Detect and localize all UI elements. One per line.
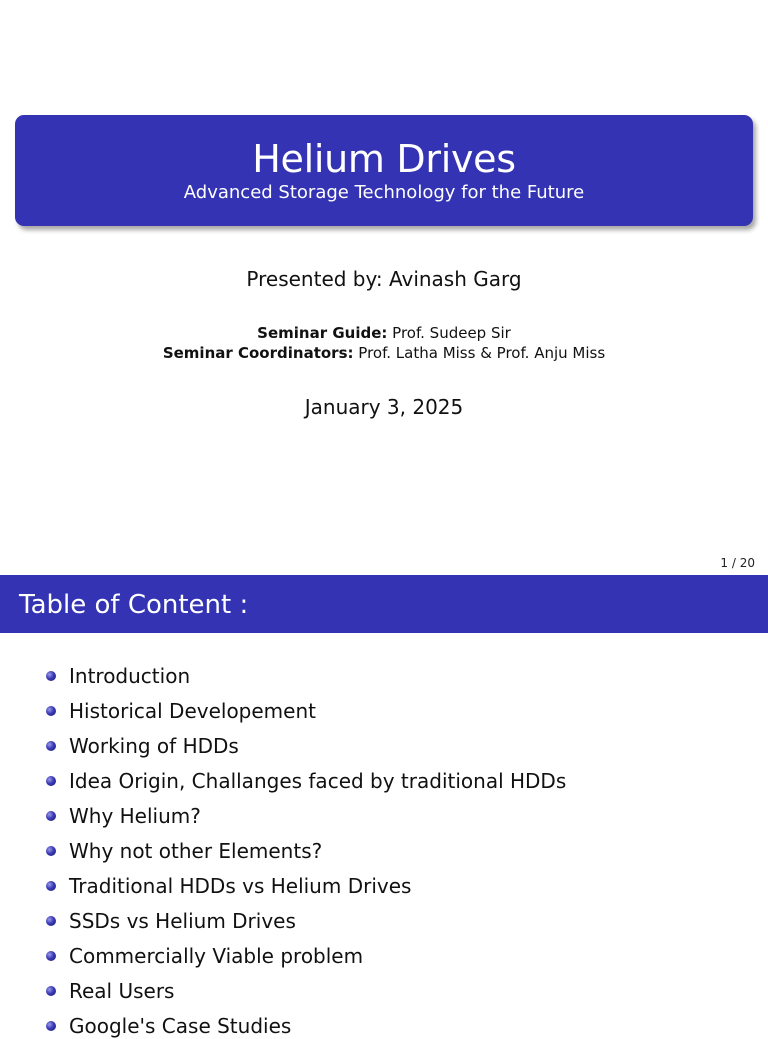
toc-item: [46, 733, 239, 759]
toc-item: [46, 873, 411, 899]
seminar-guide-label: Seminar Guide:: [257, 324, 388, 342]
toc-item: [46, 663, 190, 689]
bullet-icon: [46, 1021, 56, 1031]
toc-item-text: Commercially Viable problem: [69, 944, 364, 968]
toc-item-text: Idea Origin, Challanges faced by traditional HDDs: [69, 769, 567, 793]
toc-slide: [0, 575, 768, 1038]
frame-title: Table of Content :: [19, 590, 249, 620]
toc-item-text: Introduction: [69, 664, 191, 688]
seminar-coordinators-line: [0, 343, 768, 363]
toc-item-text: SSDs vs Helium Drives: [69, 909, 296, 933]
toc-item: [46, 803, 201, 829]
toc-item: [46, 1013, 291, 1039]
toc-item-text: Working of HDDs: [69, 734, 239, 758]
toc-item-text: Historical Developement: [69, 699, 316, 723]
seminar-coordinators-label: Seminar Coordinators:: [162, 344, 354, 362]
bullet-icon: [46, 916, 56, 926]
bullet-icon: [46, 986, 56, 996]
toc-item: [46, 698, 316, 724]
slide-title: Helium Drives: [252, 137, 516, 181]
bullet-icon: [46, 741, 56, 751]
toc-item-text: Real Users: [69, 979, 175, 1003]
bullet-icon: [46, 776, 56, 786]
toc-list: [0, 575, 768, 1038]
bullet-icon: [46, 671, 56, 681]
presentation-date: January 3, 2025: [304, 395, 464, 419]
bullet-icon: [46, 811, 56, 821]
seminar-coordinators-value: Prof. Latha Miss & Prof. Anju Miss: [358, 344, 606, 362]
toc-item: [46, 768, 566, 794]
slide-subtitle: Advanced Storage Technology for the Future: [183, 182, 585, 203]
seminar-guide-value: Prof. Sudeep Sir: [392, 324, 511, 342]
page-number: 1 / 20: [720, 556, 755, 570]
toc-item: [46, 908, 296, 934]
bullet-icon: [46, 881, 56, 891]
toc-item-text: Traditional HDDs vs Helium Drives: [69, 874, 412, 898]
author-line: Presented by: Avinash Garg: [246, 267, 522, 291]
title-block: [15, 115, 753, 226]
bullet-icon: [46, 846, 56, 856]
toc-item: [46, 978, 174, 1004]
bullet-icon: [46, 951, 56, 961]
bullet-icon: [46, 706, 56, 716]
toc-item: [46, 838, 322, 864]
seminar-guide-line: [0, 323, 768, 343]
toc-item-text: Why not other Elements?: [69, 839, 323, 863]
toc-item-text: Why Helium?: [69, 804, 201, 828]
toc-item: [46, 943, 363, 969]
toc-item-text: Google's Case Studies: [69, 1014, 292, 1038]
